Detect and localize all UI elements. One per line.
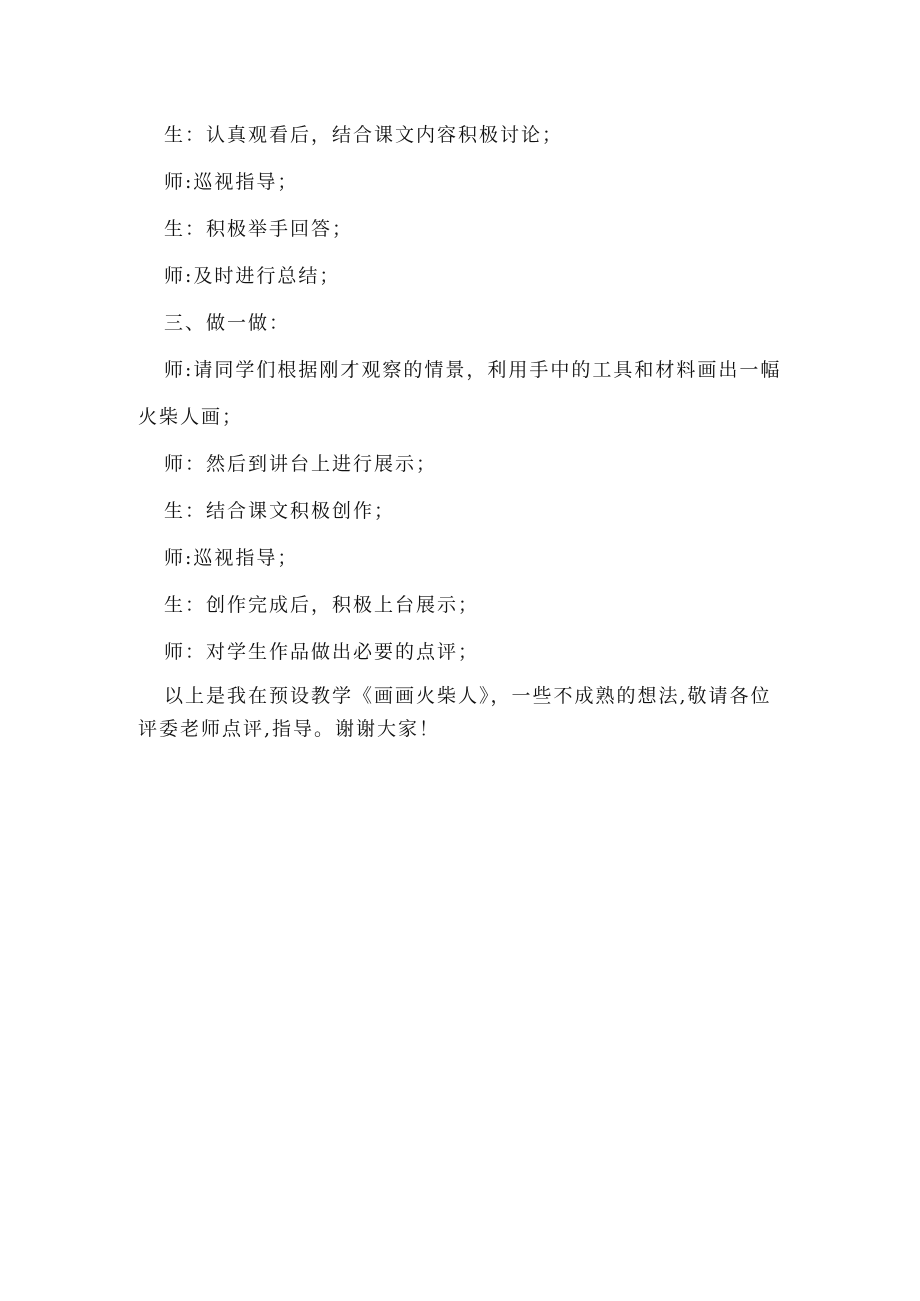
paragraph-student-discuss: 生：认真观看后，结合课文内容积极讨论； bbox=[164, 124, 564, 146]
section-heading-do-it: 三、做一做： bbox=[164, 312, 291, 334]
paragraph-teacher-summary: 师:及时进行总结； bbox=[164, 265, 341, 287]
paragraph-student-show: 生：创作完成后，积极上台展示； bbox=[164, 594, 480, 616]
paragraph-student-create: 生：结合课文积极创作； bbox=[164, 500, 396, 522]
paragraph-teacher-present: 师：然后到讲台上进行展示； bbox=[164, 453, 438, 475]
paragraph-teacher-guide-1: 师:巡视指导； bbox=[164, 171, 299, 193]
paragraph-teacher-instruction: 师:请同学们根据刚才观察的情景，利用手中的工具和材料画出一幅火柴人画； bbox=[138, 359, 782, 428]
paragraph-closing: 以上是我在预设教学《画画火柴人》，一些不成熟的想法,敬请各位评委老师点评,指导。谢谢大家！ bbox=[138, 685, 772, 740]
paragraph-teacher-guide-2: 师:巡视指导； bbox=[164, 547, 299, 569]
paragraph-teacher-review: 师：对学生作品做出必要的点评； bbox=[164, 641, 480, 663]
document-body bbox=[138, 112, 788, 746]
paragraph-student-answer: 生：积极举手回答； bbox=[164, 218, 354, 240]
